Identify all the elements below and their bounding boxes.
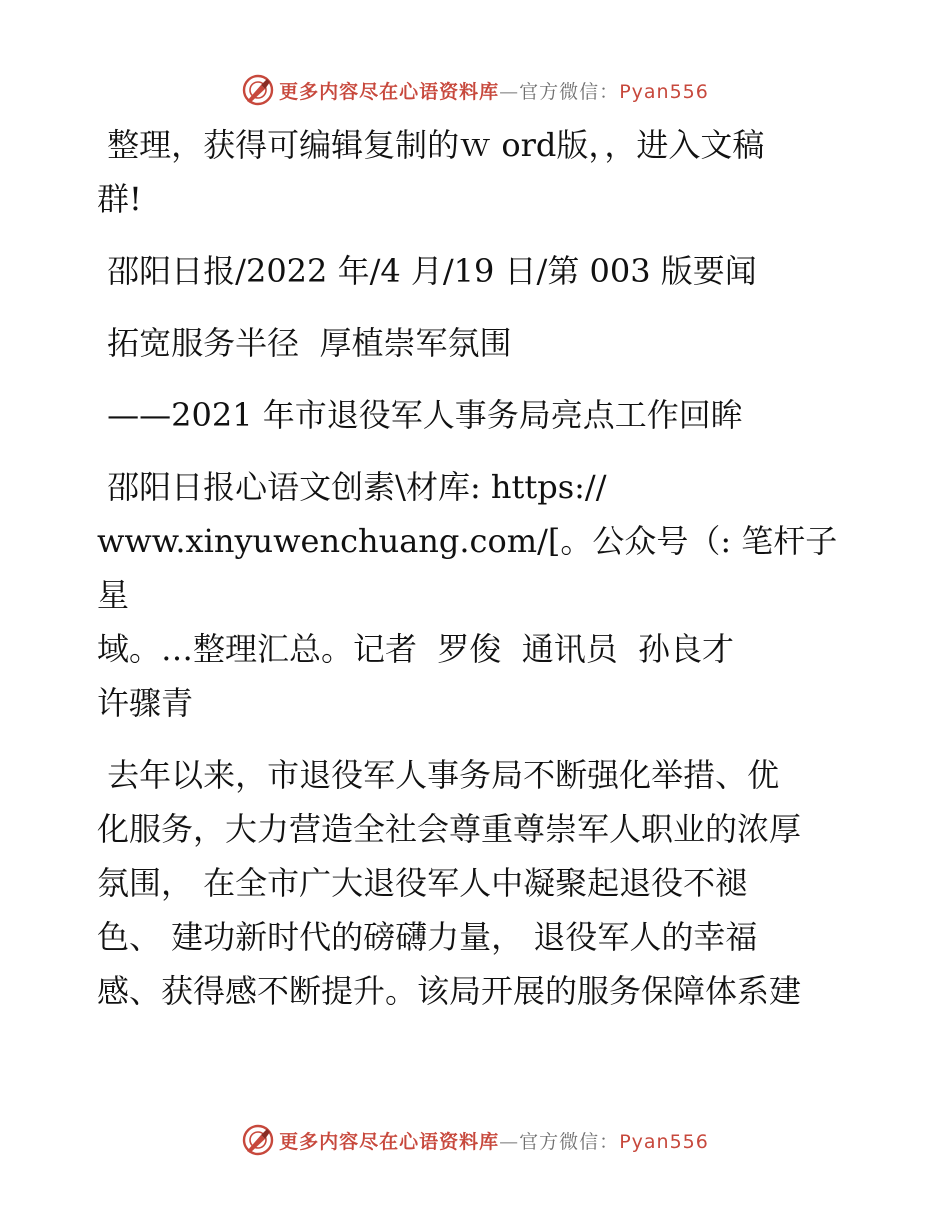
intro-paragraph: 整理，获得可编辑复制的ｗ ord版，，进入文稿 群! xyxy=(97,126,765,218)
body-paragraph: 去年以来，市退役军人事务局不断强化举措、优 化服务，大力营造全社会尊重尊崇军人职业的浓厚 氛围， 在全市广大退役军人中凝聚起退役不褪 色、 建功新时代的磅礴力量， 退役军人的幸福 感、获得感不断提升。该局开展的服务保障体系建 xyxy=(97,756,802,1010)
article-title: 拓宽服务半径 厚植崇军氛围 xyxy=(97,324,512,362)
footer-banner xyxy=(0,1120,950,1160)
pen-nib-logo-icon xyxy=(241,1123,275,1157)
footer-text xyxy=(279,1127,709,1154)
brand-title: 更多内容尽在心语资料库 xyxy=(279,1130,500,1153)
brand-wechat-label: 官方微信： xyxy=(519,80,620,103)
brand-wechat-id: Pyan556 xyxy=(619,80,709,103)
brand-wechat-label: 官方微信： xyxy=(519,1130,620,1153)
document-body xyxy=(97,118,857,1018)
brand-wechat-id: Pyan556 xyxy=(619,1130,709,1153)
article-subtitle: ——2021 年市退役军人事务局亮点工作回眸 xyxy=(97,396,743,434)
header-text xyxy=(279,77,709,104)
brand-separator: — xyxy=(499,80,520,103)
byline-paragraph: 邵阳日报心语文创素\材库: https:// www.xinyuwenchuang.com/[。公众号（: 笔杆子星 域。…整理汇总。记者 罗俊 通讯员 孙良才 许骤青 xyxy=(97,468,838,722)
header-banner xyxy=(0,70,950,110)
pen-nib-logo-icon xyxy=(241,73,275,107)
source-line: 邵阳日报/2022 年/4 月/19 日/第 003 版要闻 xyxy=(97,252,757,290)
brand-title: 更多内容尽在心语资料库 xyxy=(279,80,500,103)
brand-separator: — xyxy=(499,1130,520,1153)
